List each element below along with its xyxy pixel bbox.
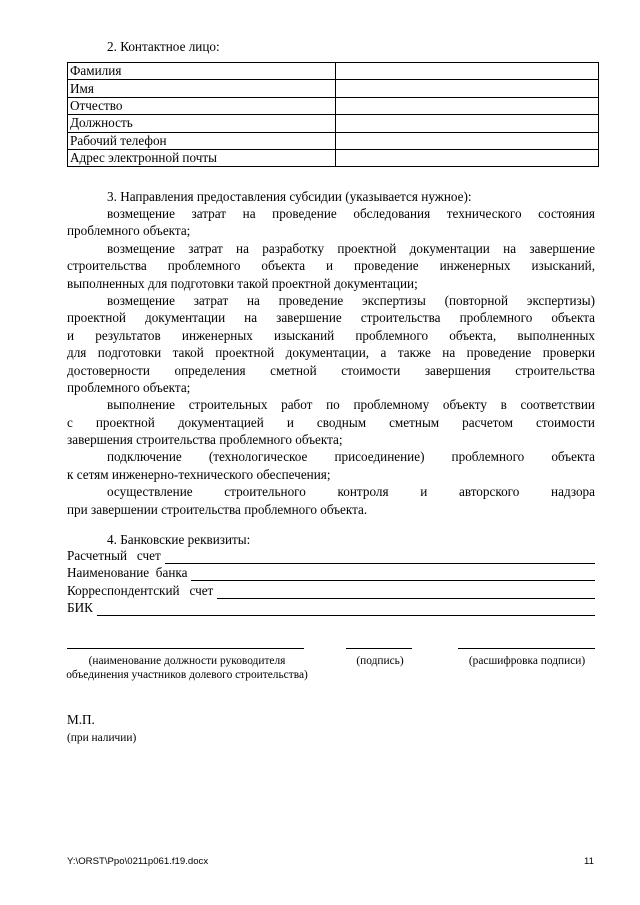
contact-row	[68, 115, 599, 132]
subsidy-direction-line: возмещение затрат на разработку проектной документации на завершение	[107, 240, 595, 256]
section-4-heading: 4. Банковские реквизиты:	[107, 532, 251, 547]
signature-caption: (подпись)	[356, 655, 404, 667]
bank-field-row	[67, 546, 595, 564]
subsidy-direction-line: достоверности определения сметной стоимости завершения строительства	[67, 362, 595, 378]
bank-field-input-line[interactable]	[165, 551, 595, 564]
signature-line	[346, 648, 412, 649]
subsidy-direction-item	[67, 396, 595, 448]
subsidy-direction-item	[67, 240, 595, 292]
bank-field-label: Корреспондентский счет	[67, 582, 214, 598]
bank-details	[67, 546, 595, 616]
subsidy-directions-list	[67, 205, 595, 518]
stamp-note: (при наличии)	[67, 732, 137, 744]
subsidy-direction-line: выполнение строительных работ по проблемному объекту в соответствии	[107, 397, 595, 413]
contact-row-label: Должность	[68, 115, 336, 132]
contact-row	[68, 149, 599, 166]
contact-person-table	[67, 62, 599, 167]
subsidy-direction-line: выполненных для подготовки такой проектной документации;	[67, 275, 418, 291]
contact-row-label: Отчество	[68, 97, 336, 114]
contact-row-value[interactable]	[336, 97, 599, 114]
contact-row-label: Рабочий телефон	[68, 132, 336, 149]
contact-row-value[interactable]	[336, 80, 599, 97]
bank-field-input-line[interactable]	[217, 586, 595, 599]
footer-page-number: 11	[584, 856, 594, 867]
stamp-label: М.П.	[67, 712, 95, 727]
bank-field-label: Наименование банка	[67, 565, 188, 581]
bank-field-row	[67, 581, 595, 599]
subsidy-direction-line: возмещение затрат на проведение обследования технического состояния	[107, 206, 595, 221]
bank-field-input-line[interactable]	[97, 603, 595, 616]
contact-row	[68, 132, 599, 149]
subsidy-direction-line: проблемного объекта;	[67, 223, 191, 239]
subsidy-direction-line: к сетям инженерно-технического обеспечения;	[67, 466, 331, 482]
contact-row	[68, 63, 599, 80]
contact-row-value[interactable]	[336, 115, 599, 132]
subsidy-direction-line: для подготовки такой проектной документации, а также на проведение проверки	[67, 345, 595, 361]
decode-caption: (расшифровка подписи)	[468, 655, 586, 667]
contact-row-value[interactable]	[336, 63, 599, 80]
section-2-heading: 2. Контактное лицо:	[107, 39, 220, 54]
position-caption: (наименование должности руководителя объединения участников долевого строительства)	[66, 655, 308, 681]
subsidy-direction-line: подключение (технологическое присоединение) проблемного объекта	[107, 449, 595, 465]
subsidy-direction-line: проблемного объекта;	[67, 379, 191, 395]
subsidy-direction-line: осуществление строительного контроля и авторского надзора	[107, 484, 595, 500]
subsidy-direction-line: строительства проблемного объекта и проведение инженерных изысканий,	[67, 258, 595, 274]
position-signature-line	[67, 648, 304, 649]
subsidy-direction-line: с проектной документацией и сводным сметным расчетом стоимости	[67, 414, 595, 430]
bank-field-input-line[interactable]	[191, 568, 595, 581]
decode-signature-line	[458, 648, 595, 649]
bank-field-row	[67, 564, 595, 582]
subsidy-direction-item	[67, 292, 595, 396]
subsidy-direction-item	[67, 448, 595, 483]
contact-row-label: Адрес электронной почты	[68, 149, 336, 166]
bank-field-label: Расчетный счет	[67, 547, 161, 563]
contact-row-label: Имя	[68, 80, 336, 97]
contact-row	[68, 97, 599, 114]
subsidy-direction-line: возмещение затрат на проведение экспертизы (повторной экспертизы)	[107, 292, 595, 308]
subsidy-direction-line: и результатов инженерных изысканий проблемного объекта, выполненных	[67, 327, 595, 343]
contact-row-label: Фамилия	[68, 63, 336, 80]
section-3-heading: 3. Направления предоставления субсидии (указывается нужное):	[107, 189, 472, 204]
subsidy-direction-line: завершения строительства проблемного объекта;	[67, 432, 343, 448]
subsidy-direction-item	[67, 483, 595, 518]
bank-field-label: БИК	[67, 600, 93, 616]
contact-row-value[interactable]	[336, 149, 599, 166]
subsidy-direction-line: проектной документации на завершение строительства проблемного объекта	[67, 310, 595, 326]
subsidy-direction-line: при завершении строительства проблемного объекта.	[67, 501, 368, 517]
contact-row	[68, 80, 599, 97]
contact-row-value[interactable]	[336, 132, 599, 149]
footer-file-path: Y:\ORST\Ppo\0211p061.f19.docx	[67, 856, 209, 867]
bank-field-row	[67, 599, 595, 617]
subsidy-direction-item	[67, 205, 595, 240]
